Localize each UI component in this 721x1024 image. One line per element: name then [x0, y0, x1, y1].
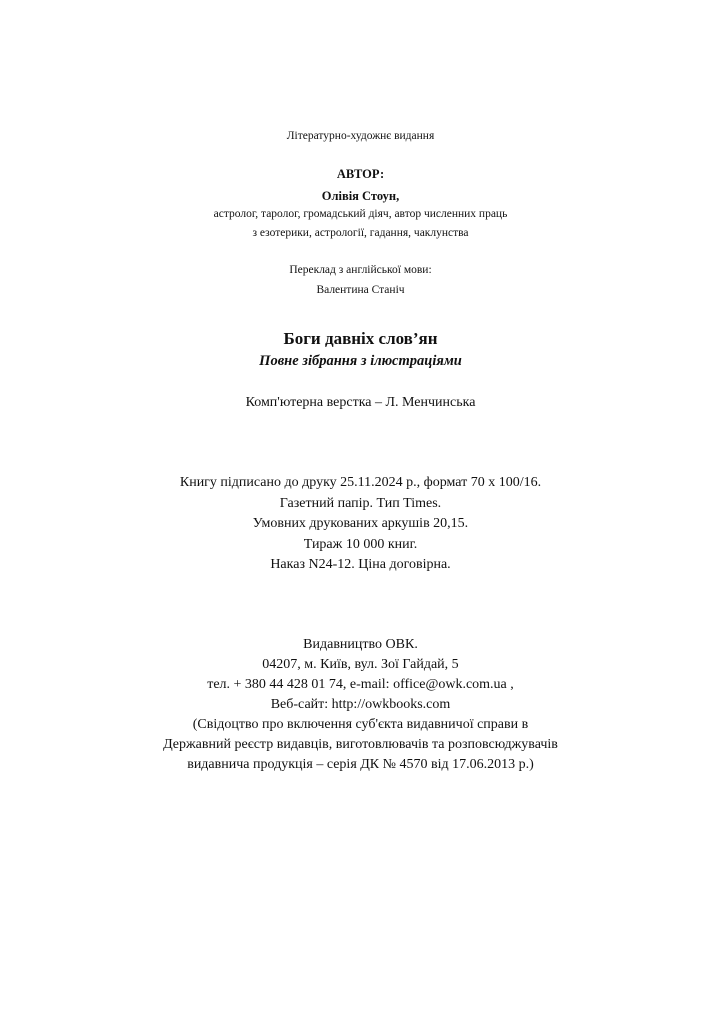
- print-info-line: Умовних друкованих аркушів 20,15.: [252, 516, 469, 531]
- publisher-info-line: тел. + 380 44 428 01 74, e-mail: office@owk.com.ua ,: [207, 677, 514, 692]
- print-info-line: Наказ N24-12. Ціна договірна.: [270, 557, 451, 572]
- publisher-info-line: Веб-сайт: http://owkbooks.com: [270, 697, 451, 712]
- publisher-info-line: (Свідоцтво про включення суб'єкта видавничої справи в: [192, 717, 529, 732]
- publisher-info-line: Державний реєстр видавців, виготовлювачів та розповсюджувачів: [163, 737, 558, 752]
- translation-label: Переклад з англійської мови:: [289, 264, 432, 276]
- print-info-line: Тираж 10 000 книг.: [303, 537, 418, 552]
- print-info-line: Книгу підписано до друку 25.11.2024 р., формат 70 х 100/16.: [179, 475, 542, 490]
- author-name: Олівія Стоун,: [321, 189, 400, 203]
- author-heading: АВТОР:: [336, 167, 385, 181]
- book-title: Боги давніх слов’ян: [283, 329, 438, 348]
- layout-credit: Комп'ютерна верстка – Л. Менчинська: [245, 395, 476, 410]
- print-info-line: Газетний папір. Тип Times.: [279, 496, 442, 511]
- author-description-line-2: з езотерики, астрології, гадання, чаклунства: [252, 227, 469, 239]
- publisher-info-line: видавнича продукція – серія ДК № 4570 від 17.06.2013 р.): [187, 757, 534, 772]
- translator-name: Валентина Станіч: [316, 284, 405, 296]
- publisher-info-line: 04207, м. Київ, вул. Зої Гайдай, 5: [262, 657, 459, 672]
- edition-type: Літературно-художнє видання: [286, 130, 435, 142]
- book-subtitle: Повне зібрання з ілюстраціями: [259, 353, 462, 369]
- author-description-line-1: астролог, таролог, громадський діяч, автор численних праць: [213, 208, 508, 220]
- publisher-info-line: Видавництво ОВК.: [303, 637, 418, 652]
